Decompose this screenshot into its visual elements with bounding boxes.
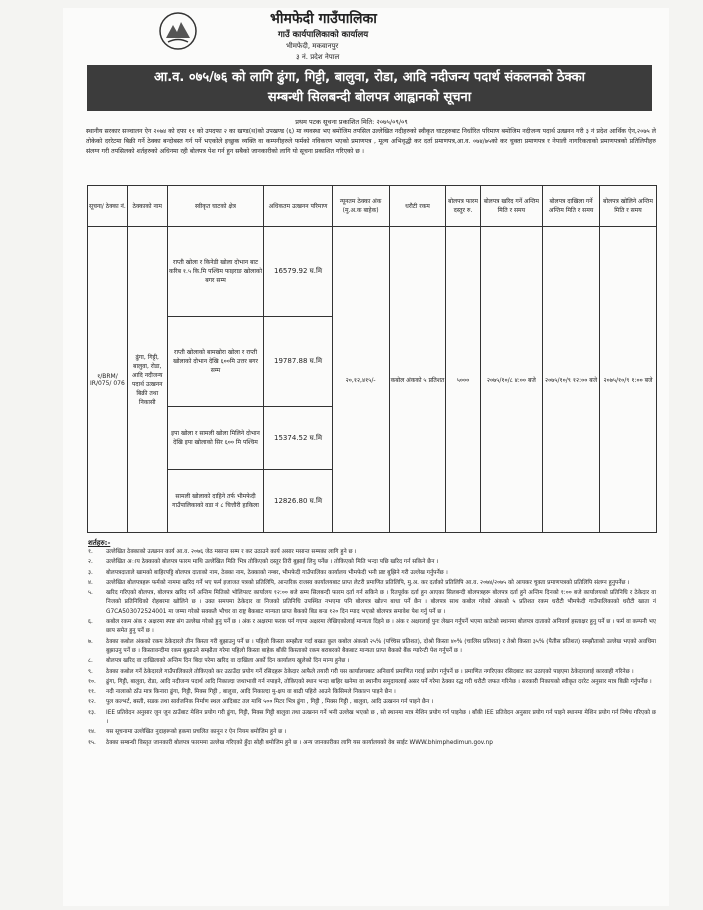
intro-paragraph: स्थानीय सरकार सञ्चालन ऐन २०७४ को दफा ११ को उपदफा २ का खण्ड(थ)को उपखण्ड (६) मा व्यवस्था भए बमोजिम तपसिल उल्लेखित नदीहरुको स्वीकृत घाटहरुबाट निर्धारित परिमाण बमोजिम नदीजन्य पदार्थ उत्खनन गरी ३ नं प्रदेश आर्थिक ऐन,२०७५ ले तोकेको दररेटमा बिक्री गर्ने ठेक्का बन्दोबस्त गर्न पर्ने भएकोले इच्छुक व्यक्ति वा कम्पनीहरुले फर्मको नविकरण भएको प्रमाणपत्र , मूल्य अभिवृद्धी कर दर्ता प्रमाणपत्र,आ.व. ०७४/७५को कर चुक्ता प्रमाणपत्र र नेपाली नागरिकताको प्रमाणपत्रको प्रतिलिपीहरु संलग्न गरी तपसिलको शर्तहरुको अधिनमा रही बोलपत्र पेश गर्न हुन सबैको जानकारीको लागि यो सूचना प्रकाशित गरिएको छ । — [86, 128, 656, 155]
condition-item — [88, 728, 656, 737]
col-header-material: ठेक्काको नाम — [127, 186, 167, 227]
tender-table — [87, 185, 657, 533]
condition-item — [88, 579, 656, 588]
condition-text: ढुंगा, गिट्टी, बालुवा, रोडा, आदि नदीजन्य पदार्थ आदि निकाल्दा जथाभावी गर्न नपाइने, तोकिएको स्थान भन्दा बाहिर खनेमा वा स्थानीय समुदायलाई असर पर्ने गरेमा ठेक्का रद्ध गरी धरौटी जफत गरिनेछ । सरकारी निकायको स्वीकृत दररेट अनुसार मात्र बिक्री गर्नुपर्नेछ । — [106, 678, 652, 685]
condition-item — [88, 668, 656, 677]
condition-number: १४. — [88, 729, 96, 736]
condition-item — [88, 739, 656, 748]
cell-submit-deadline: २०७५/१०/९ १२:०० बजे — [543, 227, 600, 533]
cell-notice-no: १/BRM/ IR/075/ 076 — [88, 227, 128, 533]
condition-number: १०. — [88, 678, 96, 685]
cell-quantity: 15374.52 घ.मि — [264, 407, 332, 470]
banner-subtitle: सम्बन्धी सिलबन्दी बोलपत्र आह्वानको सूचना — [267, 90, 472, 105]
office-address: भीमफेदी, मकवानपुर — [286, 42, 339, 50]
condition-text: बोलपत्रदाताले खामको बाहिरपट्टि बोलपत्र दाताको नाम, ठेक्का नाम, ठेक्काको नम्बर, भीमफेदी गाउँपालिका कार्यालय भीमफेदी भनी प्रष्ट बुझिने गरी उल्लेख गर्नुपर्नेछ । — [106, 569, 448, 576]
cell-site: सामली खोलाको दाहिने तर्फ भीमफेदी गाउँपालिकाको वडा नं ८ चित्तौरी हाकिला — [167, 470, 264, 533]
condition-text: ठेक्का कबोल अंकको रकम ठेकेदारले तीन किस्ता गरी बुझाउनु पर्ने छ । पहिलो किस्ता सम्झौता गर्दा बखत कुल कबोल अंकको २५% (पच्चिस प्रतिशत), दोश्रो किस्ता ४०% (चालिस प्रतिशत) र तेश्रो किस्ता ३५% (पैतीस प्रतिशत) सम्झौताको उल्लेख भएको अवधिमा बुझाउनु पर्ने छ । किस्तावन्दीमा रकम बुझाउने सम्झौता गरेमा पहिलो किस्ता बाहेक बाँकी किस्ताको रकम बराबरको बैकबाट मान्यता प्राप्त बैकको बैंक ग्यारेन्टी पेश गर्नुपर्ने छ । — [106, 638, 656, 654]
condition-number: ७. — [88, 638, 93, 645]
cell-opening: २०७५/१०/९ १:०० बजे — [600, 227, 657, 533]
conditions-list — [88, 548, 656, 749]
cell-material: ढुंगा, गिट्टी, बालुवा, रोडा, आदि नदीजन्य पदार्थ उत्खनन बिक्री तथा निकासी — [127, 227, 167, 533]
condition-text: उल्लेखित ठेक्काको उत्खनन कार्य आ.व. २०७६ जेठ मसान्त सम्म र कर उठाउने कार्य असार मसान्त सम्मका लागि हुने छ । — [106, 549, 357, 555]
condition-text: कबोल रकम अंक र अक्षरमा स्पष्ट संग उल्लेख गरेको हुनु पर्ने छ । अंक र अक्षरमा फरक पर्न गएमा अक्षरमा लेखिएकोलाई मान्यता दिइने छ । अंक र अक्षरलाई पुनः लेखन गर्नुपर्ने भएमा काटेको स्थानमा बोलपत्र दाताको अनिवार्य हस्ताक्षर हुनु पर्ने छ । फर्म वा कम्पनी भए छाप समेत हुनु पर्ने छ । — [106, 619, 656, 635]
condition-item — [88, 688, 656, 697]
cell-quantity: 12826.80 घ.मि — [264, 470, 332, 533]
condition-number: १. — [88, 549, 93, 555]
condition-text: पुल कल्भर्ट, बस्ती, सडक तथा सार्वजनिक निर्माण स्थल आदिबाट तल माथि ५०० मिटर भित्र ढुंगा , गिट्टी , मिक्स गिट्टी , बालुवा, आदि उत्खनन गर्न पाइने छैन । — [106, 699, 434, 706]
office-name: भीमफेदी गाउँपालिका — [270, 11, 377, 27]
condition-number: ९. — [88, 668, 93, 675]
cell-purchase-deadline: २०७५/१०/८ ४:०० बजे — [480, 227, 543, 533]
condition-text: उल्लेखित बोलपत्रहरू फर्मको नाममा खरिद गर्ने भए फर्म इजाजत पत्रको प्रतिलिपि, आन्तरिक राजस्व कार्यालयबाट प्राप्त लेटरी प्रमाणित प्रतिलिपि, मु.अ. कर दर्ताको प्रतिलिपि आ.व. २०७४/२०७५ को आयकर चुक्ता प्रमाणपत्रको प्रतिलिपि संलग्न हुनुपर्नेछ । — [106, 579, 630, 586]
col-header-site: स्वीकृत घाटको क्षेत्र — [167, 186, 264, 227]
condition-text: नदी नालाको ठाँउ मात्र किनारा ढुंगा, गिट्टी, मिक्स गिट्टी , बालुवा, आदि निकाल्दा मु-क्षय वा बाढी पहिरो आउने किसिमले निकाल्न पाइने छैन । — [106, 689, 396, 696]
office-subtitle: गाउँ कार्यपालिकाको कार्यालय — [278, 30, 369, 40]
condition-text: बोलपत्र खरिद वा दाखिलाको अन्तिम दिन बिदा परेमा खरिद वा दाखिला अर्को दिन कार्यालय खुलेको दिन मान्य हुनेछ । — [106, 658, 350, 665]
cell-min-price: २०,१२,४१५/- — [332, 227, 389, 533]
col-header-purchase-deadline: बोलपत्र खरिद गर्ने अन्तिम मिति र समय — [480, 186, 543, 227]
condition-item — [88, 569, 656, 578]
conditions-heading: शर्तहरु:- — [88, 539, 111, 547]
condition-item — [88, 698, 656, 707]
cell-quantity: 19787.88 घ.मि — [264, 317, 332, 407]
cell-quantity: 16579.92 घ.मि — [264, 227, 332, 317]
publication-date: प्रथम पटक सूचना प्रकाशित मिति: २०७५/०९/०९ — [295, 118, 408, 126]
col-header-deposit: धरौटी रकम — [389, 186, 446, 227]
cell-deposit: कबोल अंकको ५ प्रतिशत — [389, 227, 446, 533]
col-header-submit-deadline: बोलपत्र दाखिला गर्ने अन्तिम मिति र समय — [543, 186, 600, 227]
condition-item — [88, 638, 656, 657]
cell-site: राप्ती खोलाको बामखोरा खोला र राप्ती खोलाको दोभान देखि ६००मि उत्तर बगर सम्म — [167, 317, 264, 407]
condition-item — [88, 709, 656, 728]
condition-item — [88, 548, 656, 557]
col-header-opening: बोलपत्र खोलिने अन्तिम मिति र समय — [600, 186, 657, 227]
condition-number: ११. — [88, 689, 96, 696]
condition-item — [88, 678, 656, 687]
condition-number: १५. — [88, 739, 96, 746]
cell-form-fee: ५००० — [446, 227, 480, 533]
table-row — [88, 227, 657, 317]
col-header-quantity: अधिकतम उत्खनन परिमाण — [264, 186, 332, 227]
condition-number: ४. — [88, 579, 93, 586]
condition-item — [88, 657, 656, 666]
condition-text: यस सूचनामा उल्लेखित नुदाहरूको हकमा प्रचलित कानून र ऐन नियम बमोजिम हुने छ । — [106, 729, 287, 736]
table-header-row — [88, 186, 657, 227]
office-province: ३ नं. प्रदेश नेपाल — [296, 53, 340, 61]
condition-text: ठेक्का कबोल गर्ने ठेकेदारले गाउँपालिकाले तोकिएको कर उठाउँदा प्रयोग गर्ने रसिदहरू ठेकेदार आफैले तयारी गरी यस कार्यालयबाट अनिवार्य प्रमाणित गराई प्रयोग गर्नुपर्ने छ । प्रमाणित नगरिएका रसिदबाट कर उठाएको पाइएमा ठेकेदारलाई कारवाही गरिनेछ । — [106, 668, 634, 675]
condition-number: ६. — [88, 619, 93, 626]
condition-number: ३. — [88, 569, 93, 576]
cell-site: इपा खोला र सामली खोला मिलिने दोभान देखि इपा खोलाको सिर ६०० मि पश्चिम — [167, 407, 264, 470]
condition-text: खरिद गरिएको बोलपत्र, बोलपत्र खरिद गर्ने अन्तिम मितिको भोलिपल्ट कार्यालय १२:०० बजे सम्म सिलबन्दी फारम दर्ता गर्न सकिने छ । रितपूर्वक दर्ता हुन आएका सिलबन्दी बोलपत्रहरू बोलपत्र दर्ता हुने अन्तिम दिनको १:०० बजे कार्यालयको प्रतिनिधि र ठेकेदार वा निजको प्रतिनिधिको रोहबरमा खोलिने छ । उक्त समयमा ठेकेदार वा निजको प्रतिनिधि उपस्थित नभएमा पनि बोलपत्र खोल्न बाधा पर्ने छैन । बोलपत्र साथ कबोल गरेको अंकको ५ प्रतिशत रकम धरौटी भीमफेदी गाउँपालिकाको धरौटी खाता नं G7CA503072524001 मा जम्मा गरेको सक्कलै भौचर वा राष्ट्र बैकबाट मान्यता प्राप्त बैकको बिड बन्ड १२० दिन म्याद भएको बोलपत्र समावेश पेश गर्नु पर्ने छ । — [106, 590, 656, 615]
condition-item — [88, 558, 656, 567]
col-header-min-price: न्यूनतम ठेक्का अंक (मु.अ.क बाहेक) — [332, 186, 389, 227]
condition-number: १२. — [88, 699, 96, 706]
condition-number: २. — [88, 559, 93, 566]
condition-item — [88, 589, 656, 617]
government-emblem-icon — [158, 11, 198, 51]
condition-text: IEE प्रतिवेदन अनुसार जुन जुन ठाउँबाट मेशिन प्रयोग गरी ढुंगा, गिट्टी, मिक्स गिट्टी बालुवा तथा उत्खनन गर्ने भनी उल्लेख भएको छ , सो स्थानमा मात्र मेशिन प्रयोग गर्न पाइनेछ । बाँकी IEE प्रतिवेदन अनुसार प्रयोग गर्न पाइने स्थानमा मेशिन प्रयोग गर्न निषेध गरिएको छ । — [106, 709, 656, 726]
condition-number: ८. — [88, 658, 93, 665]
condition-item — [88, 618, 656, 637]
condition-text: उल्लेखित अाय ठेक्काको बोलपत्र फारम माथि उल्लेखित मिति भित्र तोकिएको दस्तुर तिरी बुझाई लिनु पर्नेछ । तोकिएको मिति भन्दा पछि खरिद गर्न सकिने छैन । — [106, 559, 439, 566]
cell-site: राप्ती खोला र किनेडी खोला दोभान बाट करिब १.५ कि.मि पश्चिम फाइराङ खोलाको बगर सम्म — [167, 227, 264, 317]
col-header-form-fee: बोलपत्र फारम दस्तुर रु. — [446, 186, 480, 227]
condition-text: ठेक्का सम्बन्धी विस्तृत जानकारी बोलपत्र फारममा उल्लेख गरिएको हुँदा सोही बमोजिम हुने छ । अन्य जानकारीका लागि यस कार्यालयको वेब साईट WWW.bhimphedimun.gov.np — [106, 739, 493, 746]
notice-banner — [87, 65, 652, 111]
col-header-notice-no: सूचना/ ठेक्का नं. — [88, 186, 128, 227]
banner-title: आ.व. ०७५/७६ को लागि ढुंगा, गिट्टी, बालुवा, रोडा, आदि नदीजन्य पदार्थ संकलनको ठेक्का — [153, 70, 585, 85]
condition-number: १३. — [88, 709, 96, 716]
condition-number: ५. — [88, 590, 93, 597]
